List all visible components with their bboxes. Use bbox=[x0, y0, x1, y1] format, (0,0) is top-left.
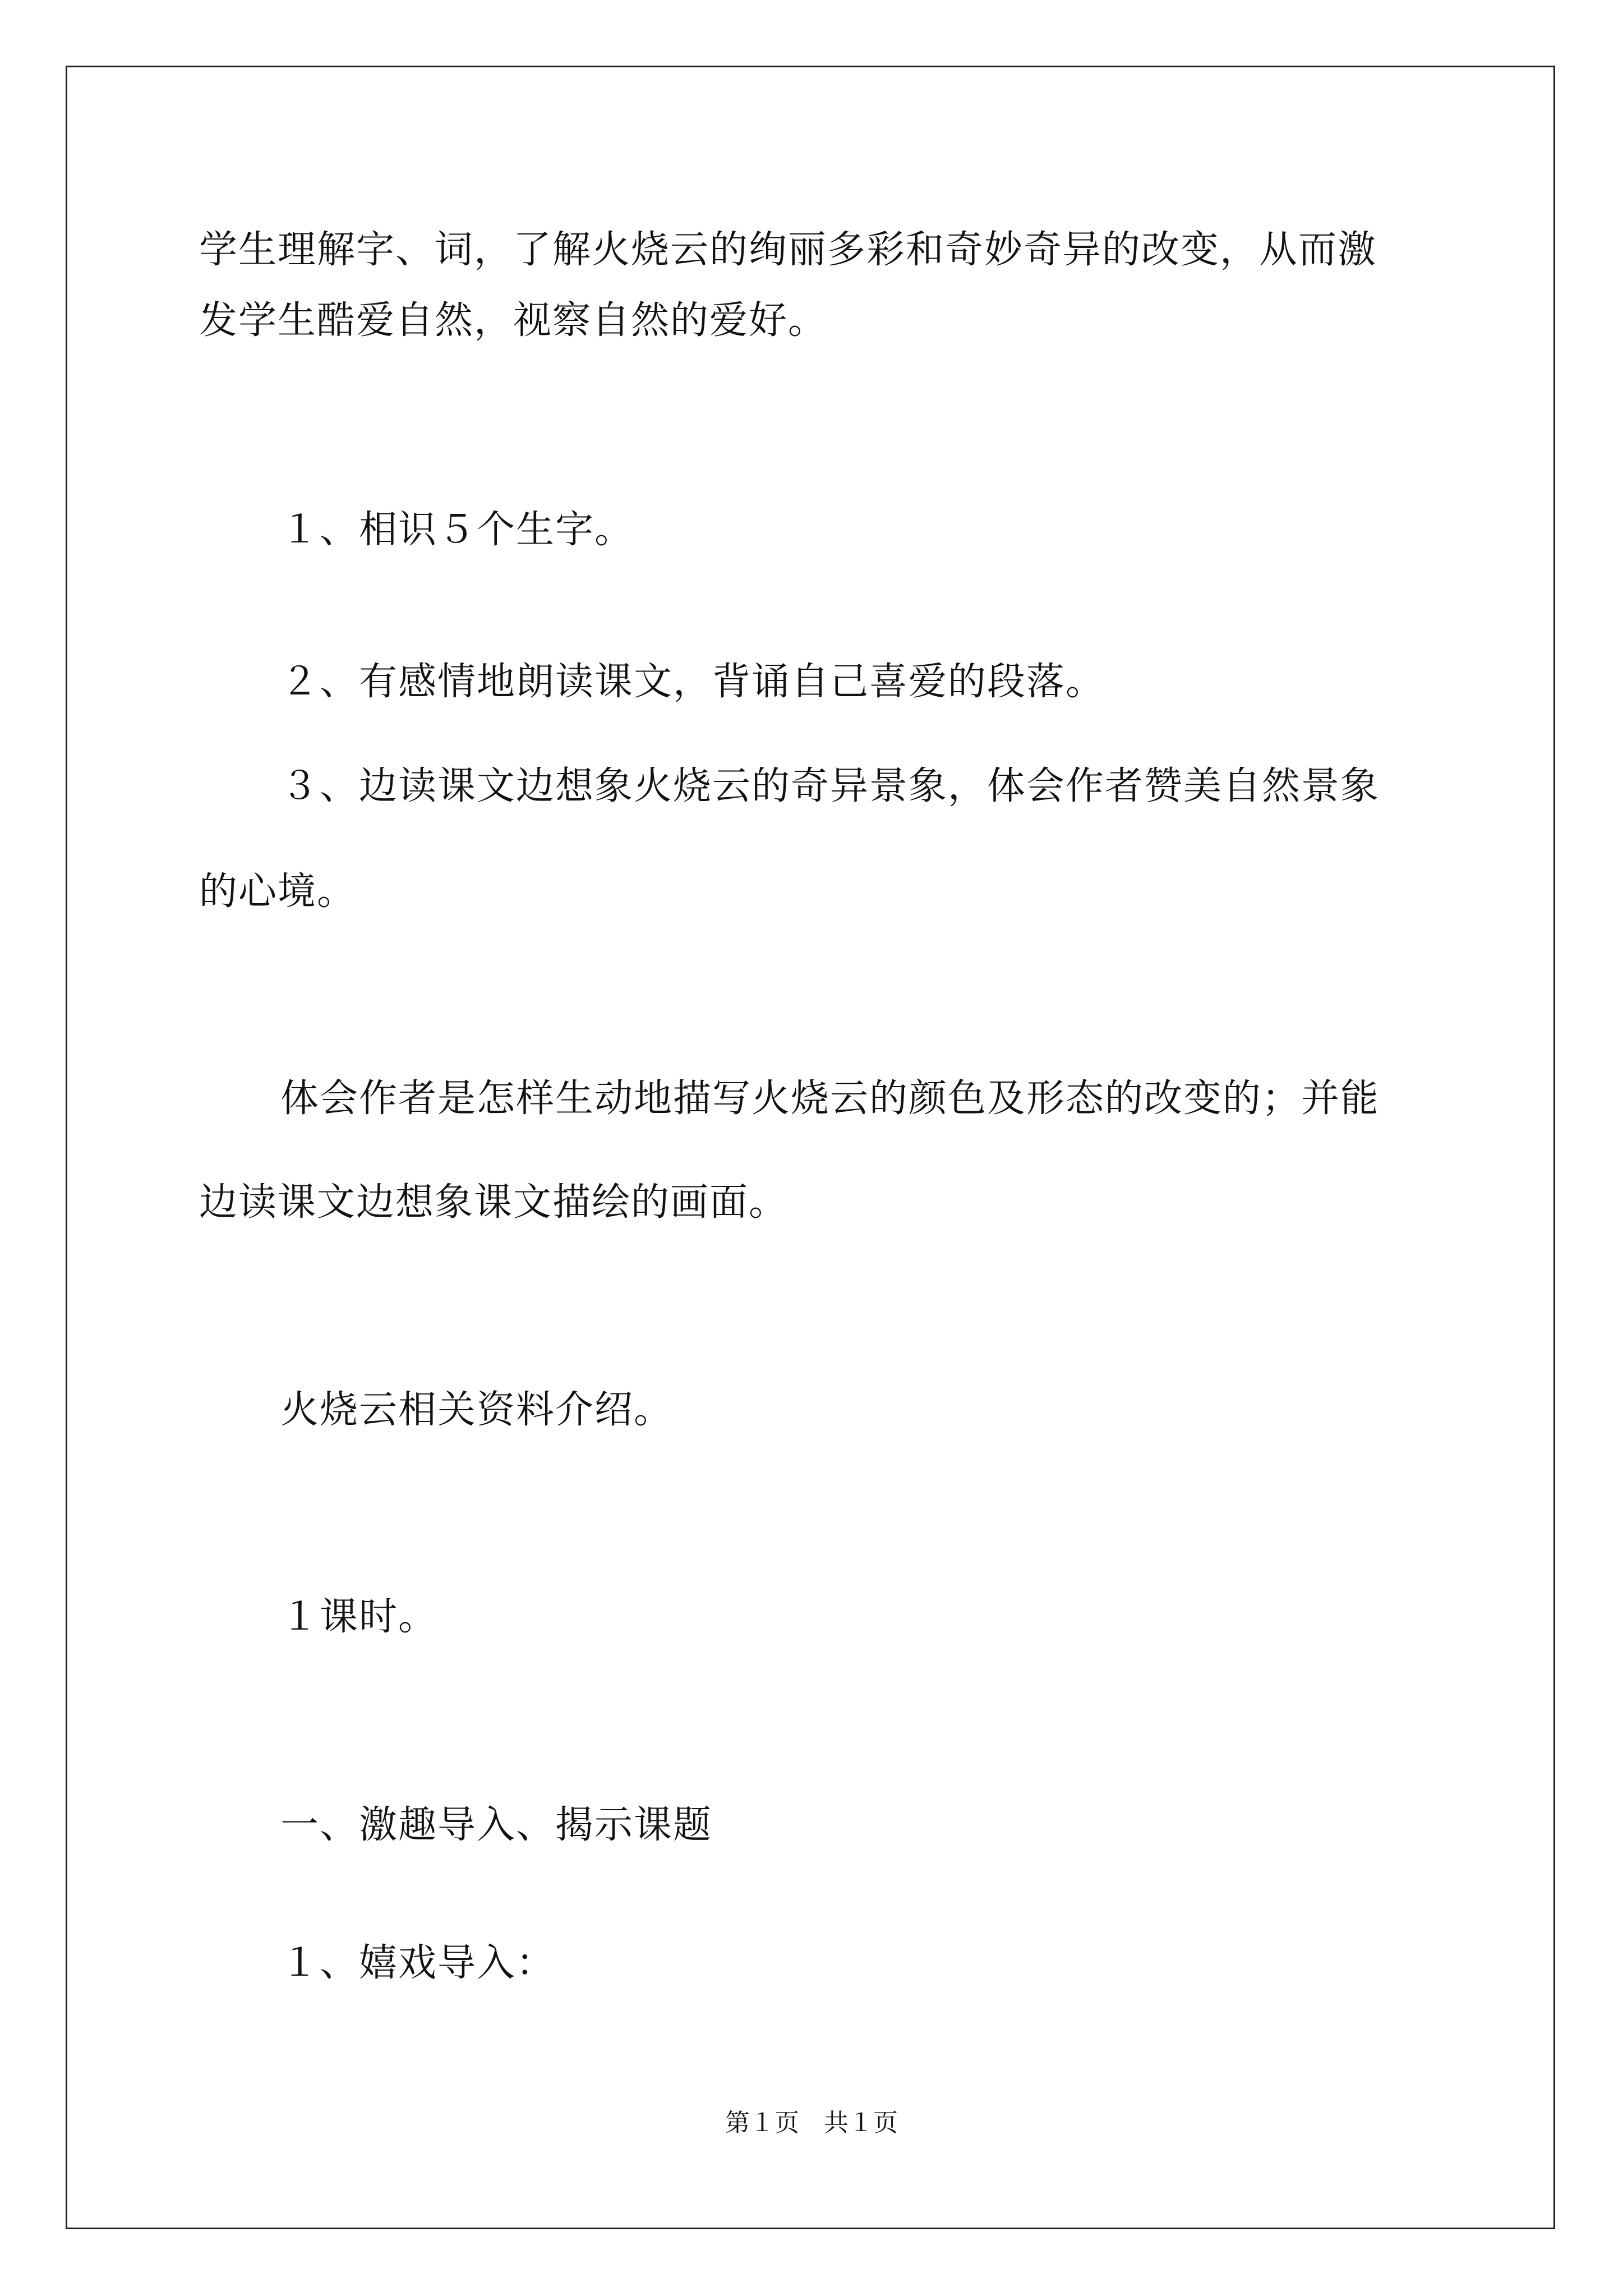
paragraph-2: １、相识５个生字。 bbox=[280, 508, 634, 552]
paragraph-7: １课时。 bbox=[280, 1595, 438, 1639]
page-footer: 第１页 共１页 bbox=[725, 2109, 898, 2137]
paragraph-4-line-2: 的心境。 bbox=[199, 869, 357, 914]
paragraph-6: 火烧云相关资料介绍。 bbox=[280, 1388, 674, 1432]
paragraph-8-heading: 一、激趣导入、揭示课题 bbox=[280, 1803, 713, 1847]
paragraph-5-line-1: 体会作者是怎样生动地描写火烧云的颜色及形态的改变的；并能 bbox=[280, 1076, 1380, 1121]
paragraph-9: １、嬉戏导入： bbox=[280, 1941, 556, 1985]
paragraph-3: ２、有感情地朗读课文，背诵自己喜爱的段落。 bbox=[280, 660, 1105, 704]
paragraph-1-line-2: 发学生酷爱自然，视察自然的爱好。 bbox=[199, 298, 828, 343]
paragraph-5-line-2: 边读课文边想象课文描绘的画面。 bbox=[199, 1180, 789, 1225]
paragraph-1-line-1: 学生理解字、词，了解火烧云的绚丽多彩和奇妙奇异的改变，从而激 bbox=[199, 228, 1377, 272]
page-border bbox=[66, 66, 1555, 2229]
paragraph-4-line-1: ３、边读课文边想象火烧云的奇异景象，体会作者赞美自然景象 bbox=[280, 764, 1380, 808]
